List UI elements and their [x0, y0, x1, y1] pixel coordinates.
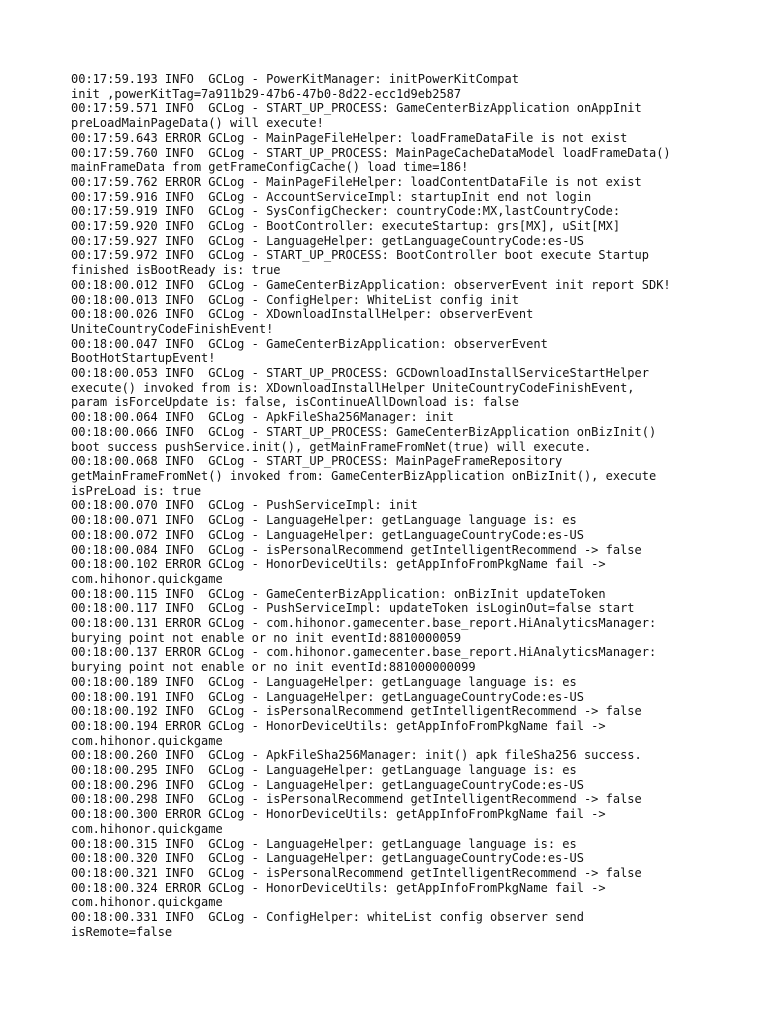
log-line: 00:18:00.298 INFO GCLog - isPersonalRecommend getIntelligentRecommend -> false	[71, 792, 642, 807]
log-line: 00:17:59.927 INFO GCLog - LanguageHelper: getLanguageCountryCode:es-US	[71, 233, 584, 248]
log-line: 00:17:59.919 INFO GCLog - SysConfigChecker: countryCode:MX,lastCountryCode:	[71, 204, 621, 219]
log-line: 00:18:00.295 INFO GCLog - LanguageHelper: getLanguage language is: es	[71, 763, 577, 778]
log-line: 00:18:00.072 INFO GCLog - LanguageHelper: getLanguageCountryCode:es-US	[71, 527, 584, 542]
log-line: isPreLoad is: true	[71, 483, 202, 498]
log-line: 00:17:59.193 INFO GCLog - PowerKitManager: initPowerKitCompat	[71, 72, 519, 86]
log-line: burying point not enable or no init eventId:8810000059	[71, 630, 462, 645]
log-line: 00:17:59.643 ERROR GCLog - MainPageFileHelper: loadFrameDataFile is not exist	[71, 130, 628, 145]
log-line: 00:18:00.084 INFO GCLog - isPersonalRecommend getIntelligentRecommend -> false	[71, 542, 642, 557]
log-line: 00:18:00.191 INFO GCLog - LanguageHelper: getLanguageCountryCode:es-US	[71, 689, 584, 704]
log-line: isRemote=false	[71, 924, 173, 939]
log-line: 00:18:00.300 ERROR GCLog - HonorDeviceUtils: getAppInfoFromPkgName fail ->	[71, 807, 606, 822]
log-line: 00:18:00.013 INFO GCLog - ConfigHelper: WhiteList config init	[71, 292, 519, 307]
log-line: 00:18:00.071 INFO GCLog - LanguageHelper: getLanguage language is: es	[71, 513, 577, 528]
log-line: 00:18:00.012 INFO GCLog - GameCenterBizApplication: observerEvent init report SDK!	[71, 277, 671, 292]
log-line: 00:17:59.762 ERROR GCLog - MainPageFileHelper: loadContentDataFile is not exist	[71, 174, 642, 189]
log-line: 00:18:00.068 INFO GCLog - START_UP_PROCESS: MainPageFrameRepository	[71, 454, 563, 469]
log-line: 00:18:00.296 INFO GCLog - LanguageHelper: getLanguageCountryCode:es-US	[71, 777, 584, 792]
log-line: 00:17:59.920 INFO GCLog - BootController: executeStartup: grs[MX], uSit[MX]	[71, 219, 621, 234]
log-line: 00:18:00.189 INFO GCLog - LanguageHelper: getLanguage language is: es	[71, 674, 577, 689]
log-line: 00:18:00.102 ERROR GCLog - HonorDeviceUtils: getAppInfoFromPkgName fail ->	[71, 557, 606, 572]
log-line: 00:18:00.192 INFO GCLog - isPersonalRecommend getIntelligentRecommend -> false	[71, 704, 642, 719]
log-line: 00:18:00.260 INFO GCLog - ApkFileSha256Manager: init() apk fileSha256 success.	[71, 748, 642, 763]
log-text	[71, 72, 721, 939]
log-line: 00:17:59.972 INFO GCLog - START_UP_PROCESS: BootController boot execute Startup	[71, 248, 649, 263]
log-line: 00:18:00.315 INFO GCLog - LanguageHelper: getLanguage language is: es	[71, 836, 577, 851]
log-line: com.hihonor.quickgame	[71, 821, 223, 836]
log-line: preLoadMainPageData() will execute!	[71, 116, 324, 131]
log-line: 00:18:00.117 INFO GCLog - PushServiceImpl: updateToken isLoginOut=false start	[71, 601, 635, 616]
log-line: 00:18:00.064 INFO GCLog - ApkFileSha256Manager: init	[71, 410, 454, 425]
log-line: param isForceUpdate is: false, isContinueAllDownload is: false	[71, 395, 519, 410]
log-line: 00:17:59.916 INFO GCLog - AccountServiceImpl: startupInit end not login	[71, 189, 592, 204]
log-line: 00:18:00.026 INFO GCLog - XDownloadInstallHelper: observerEvent	[71, 307, 534, 322]
log-line: 00:18:00.194 ERROR GCLog - HonorDeviceUtils: getAppInfoFromPkgName fail ->	[71, 718, 606, 733]
log-line: com.hihonor.quickgame	[71, 733, 223, 748]
log-line: 00:18:00.115 INFO GCLog - GameCenterBizApplication: onBizInit updateToken	[71, 586, 606, 601]
log-line: boot success pushService.init(), getMainFrameFromNet(true) will execute.	[71, 439, 592, 454]
log-line: BootHotStartupEvent!	[71, 351, 216, 366]
log-line: 00:18:00.053 INFO GCLog - START_UP_PROCESS: GCDownloadInstallServiceStartHelper	[71, 366, 649, 381]
log-line: 00:18:00.070 INFO GCLog - PushServiceImpl: init	[71, 498, 418, 513]
log-line: 00:18:00.047 INFO GCLog - GameCenterBizApplication: observerEvent	[71, 336, 548, 351]
log-line: burying point not enable or no init eventId:881000000099	[71, 660, 476, 675]
log-line: 00:18:00.321 INFO GCLog - isPersonalRecommend getIntelligentRecommend -> false	[71, 865, 642, 880]
log-line: 00:18:00.331 INFO GCLog - ConfigHelper: whiteList config observer send	[71, 910, 584, 925]
log-line: 00:18:00.137 ERROR GCLog - com.hihonor.gamecenter.base_report.HiAnalyticsManager:	[71, 645, 657, 660]
log-line: com.hihonor.quickgame	[71, 571, 223, 586]
log-line: 00:18:00.066 INFO GCLog - START_UP_PROCESS: GameCenterBizApplication onBizInit()	[71, 424, 657, 439]
log-line: getMainFrameFromNet() invoked from: GameCenterBizApplication onBizInit(), execute	[71, 468, 657, 483]
log-line: 00:17:59.760 INFO GCLog - START_UP_PROCESS: MainPageCacheDataModel loadFrameData()	[71, 145, 671, 160]
log-line: init ,powerKitTag=7a911b29-47b6-47b0-8d22-ecc1d9eb2587	[71, 86, 462, 101]
log-line: finished isBootReady is: true	[71, 263, 281, 278]
log-line: 00:18:00.131 ERROR GCLog - com.hihonor.gamecenter.base_report.HiAnalyticsManager:	[71, 616, 657, 631]
log-line: mainFrameData from getFrameConfigCache() load time=186!	[71, 160, 469, 175]
log-line: com.hihonor.quickgame	[71, 895, 223, 910]
log-line: execute() invoked from is: XDownloadInstallHelper UniteCountryCodeFinishEvent,	[71, 380, 635, 395]
log-line: 00:18:00.324 ERROR GCLog - HonorDeviceUtils: getAppInfoFromPkgName fail ->	[71, 880, 606, 895]
log-line: 00:18:00.320 INFO GCLog - LanguageHelper: getLanguageCountryCode:es-US	[71, 851, 584, 866]
log-line: UniteCountryCodeFinishEvent!	[71, 321, 274, 336]
log-line: 00:17:59.571 INFO GCLog - START_UP_PROCESS: GameCenterBizApplication onAppInit	[71, 101, 642, 116]
